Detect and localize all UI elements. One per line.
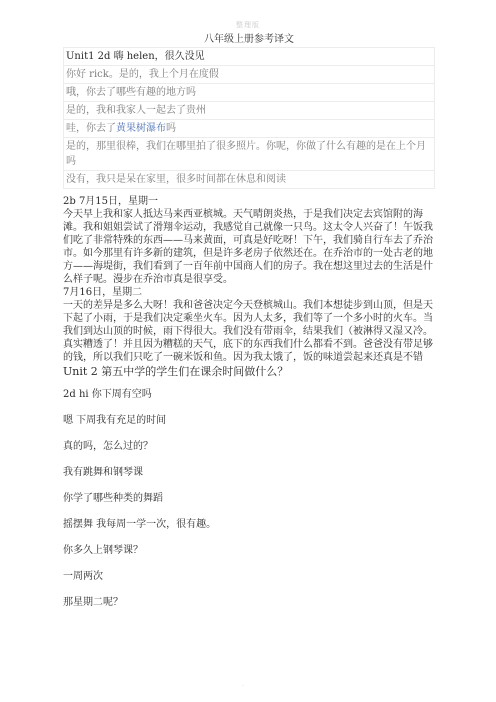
table-cell — [64, 102, 435, 120]
section-2b-date: 2b 7月15日，星期一 — [63, 196, 159, 207]
dialogue-line: 嗯 下周我有充足的时间 — [63, 415, 167, 426]
table-row — [64, 66, 435, 84]
document-body — [63, 30, 435, 609]
cell-text: 哦，你去了哪些有趣的地方吗 — [66, 87, 196, 98]
unit2-title: Unit 2 第五中学的学生们在课余时间做什么？ — [63, 365, 289, 378]
dialogue-line: 摇摆舞 我每周一学一次，很有趣。 — [63, 519, 217, 530]
spacer — [63, 453, 435, 466]
dialogue-line: 那星期二呢？ — [63, 597, 123, 608]
dialogue-line: 我有跳舞和钢琴课 — [63, 467, 143, 478]
spacer — [63, 479, 435, 492]
cell-text: 你好 rick。是的，我上个月在度假 — [66, 69, 219, 80]
dialogue-line: 2d hi 你下周有空吗 — [63, 389, 152, 400]
page-title: 八年级上册参考译文 — [204, 34, 294, 45]
table-row — [64, 48, 435, 66]
spacer — [63, 505, 435, 518]
table-row — [64, 138, 435, 171]
table-row — [64, 171, 435, 189]
table-row — [64, 120, 435, 138]
dialogue-line: 你学了哪些种类的舞蹈 — [63, 493, 163, 504]
table-row — [64, 102, 435, 120]
diary-paragraph-2: 一天的差异是多么大呀！我和爸爸决定今天登槟城山。我们本想徒步到山顶，但是天下起了小雨，于是我们决定乘坐火车。因为人太多，我们等了一个多小时的火车。当我们到达山顶的时候，雨下得很大。我们没有带雨伞，结果我们（被淋得又湿又冷。真实糟透了！并且因为糟糕的天气，底下的东西我们什么都看不到。爸爸没有带足够的钱，所以我们只吃了一碗米饭和鱼。因为我太饿了，饭的味道尝起来还真是不错 — [63, 300, 433, 363]
spacer — [63, 379, 435, 388]
spacer — [63, 557, 435, 570]
diary-paragraph-1: 今天早上我和家人抵达马来西亚槟城。天气晴朗炎热，于是我们决定去宾馆附的海滩。我和姐姐尝试了滑翔伞运动，我感觉自己就像一只鸟。这太令人兴奋了！午饭我们吃了非常特殊的东西——马来黄面，可真是好吃呀！下午，我们骑自行车去了乔治市。如今那里有许多新的建筑，但是许多老房子依然还在。在乔治市的一处古老的地方——海堤街，我们看到了一百年前中国商人们的房子。我在想这里过去的生活是什么样子呢。漫步在乔治市真是很享受。 — [63, 209, 433, 285]
cell-text: 是的，我和我家人一起去了贵州 — [66, 105, 206, 116]
table-cell — [64, 66, 435, 84]
cell-text: 吗 — [166, 123, 176, 134]
dialogue-line: 你多久上钢琴课？ — [63, 545, 143, 556]
highlighted-link[interactable]: 黄果树瀑布 — [116, 123, 166, 134]
spacer — [63, 401, 435, 414]
watermark: 整理版 — [236, 21, 260, 29]
table-cell — [64, 171, 435, 189]
table-cell — [64, 138, 435, 171]
unit2-dialogue — [63, 379, 435, 609]
dialogue-line: 一周两次 — [63, 571, 103, 582]
table-cell — [64, 120, 435, 138]
table-cell — [64, 48, 435, 66]
cell-text: 哇，你去了 — [66, 123, 116, 134]
dialogue-line: 真的吗，怎么过的？ — [63, 441, 153, 452]
spacer — [63, 531, 435, 544]
footer-mark: . — [242, 681, 244, 688]
spacer — [63, 583, 435, 596]
table-row — [64, 84, 435, 102]
table-cell — [64, 84, 435, 102]
cell-text: Unit1 2d 嗨 helen，很久没见 — [66, 51, 205, 62]
cell-text: 是的，那里很棒，我们在哪里拍了很多照片。你呢，你做了什么有趣的是在上个月吗 — [66, 141, 426, 167]
diary-date-2: 7月16日，星期二 — [63, 287, 143, 298]
cell-text: 没有，我只是呆在家里，很多时间都在休息和阅读 — [66, 174, 286, 185]
unit1-dialogue-table — [63, 47, 435, 189]
spacer — [63, 427, 435, 440]
